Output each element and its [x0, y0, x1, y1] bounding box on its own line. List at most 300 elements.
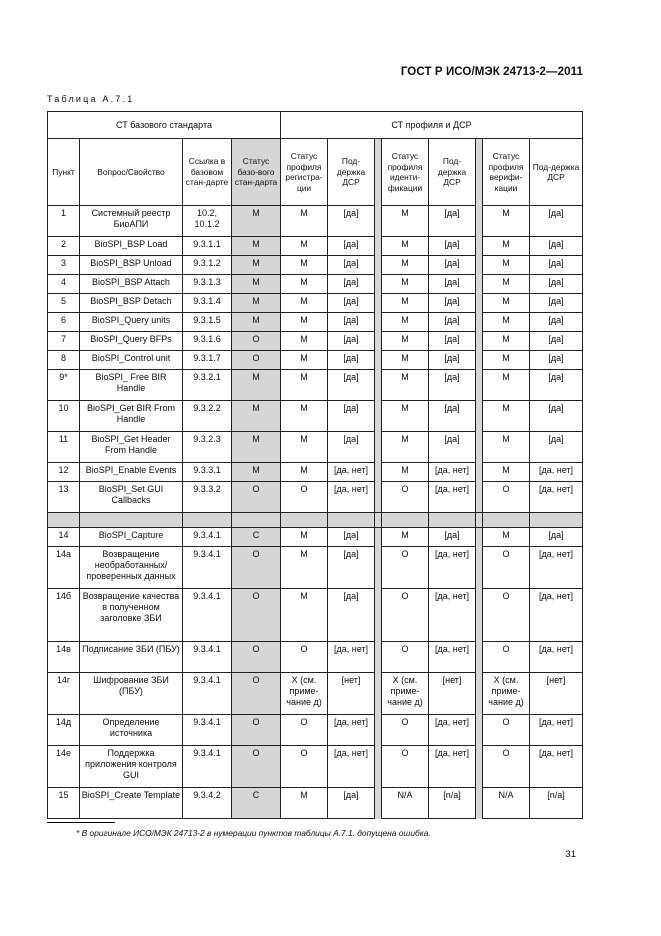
row-base-status: O [232, 547, 281, 589]
row-reg-support: [да, нет] [328, 463, 375, 482]
row-reg-status: M [281, 589, 328, 642]
row-base-status: M [232, 313, 281, 332]
row-reg-status: O [281, 482, 328, 513]
row-base-status: O [232, 746, 281, 788]
row-ident-support: [n/a] [429, 788, 476, 819]
row-base-status: M [232, 206, 281, 237]
table-row [48, 642, 583, 673]
col-header-ident-support: Под-держка ДСР [429, 139, 476, 206]
column-gap [375, 139, 382, 206]
row-reference: 9.3.1.7 [183, 351, 232, 370]
row-ident-status: O [382, 547, 429, 589]
column-gap [375, 206, 382, 237]
row-verif-status: O [483, 589, 530, 642]
row-base-status: M [232, 294, 281, 313]
col-header-reg-status: Статус профиля регистра-ции [281, 139, 328, 206]
row-question: Системный реестр БиоАПИ [80, 206, 183, 237]
column-gap [476, 275, 483, 294]
row-reference: 9.3.4.1 [183, 528, 232, 547]
column-gap [375, 351, 382, 370]
row-question: BioSPI_BSP Detach [80, 294, 183, 313]
row-base-status: M [232, 401, 281, 432]
row-num: 11 [48, 432, 80, 463]
row-verif-status: M [483, 237, 530, 256]
column-gap [476, 746, 483, 788]
row-num: 15 [48, 788, 80, 819]
row-reference: 9.3.2.3 [183, 432, 232, 463]
row-base-status: O [232, 482, 281, 513]
row-ident-support: [да] [429, 528, 476, 547]
row-ident-status: M [382, 294, 429, 313]
column-gap [476, 642, 483, 673]
table-row [48, 463, 583, 482]
column-gap [476, 294, 483, 313]
row-verif-support: [да] [530, 351, 583, 370]
row-reg-support: [да] [328, 370, 375, 401]
row-verif-status: M [483, 294, 530, 313]
separator-cell [375, 513, 382, 528]
row-question: BioSPI_BSP Load [80, 237, 183, 256]
row-reference: 9.3.4.1 [183, 715, 232, 746]
separator-cell [476, 513, 483, 528]
row-verif-support: [нет] [530, 673, 583, 715]
table-row [48, 237, 583, 256]
row-reg-status: O [281, 746, 328, 788]
row-num: 1 [48, 206, 80, 237]
row-reference: 9.3.2.2 [183, 401, 232, 432]
row-reg-status: M [281, 332, 328, 351]
row-reference: 9.3.3.2 [183, 482, 232, 513]
row-verif-support: [да] [530, 370, 583, 401]
row-ident-status: M [382, 528, 429, 547]
row-reg-status: M [281, 256, 328, 275]
row-reference: 9.3.4.1 [183, 642, 232, 673]
table-row [48, 256, 583, 275]
row-reference: 9.3.1.5 [183, 313, 232, 332]
column-gap [375, 589, 382, 642]
row-base-status: O [232, 332, 281, 351]
row-verif-status: M [483, 275, 530, 294]
row-verif-status: O [483, 547, 530, 589]
row-ident-support: [да] [429, 206, 476, 237]
row-num: 13 [48, 482, 80, 513]
row-num: 14е [48, 746, 80, 788]
row-verif-support: [да] [530, 313, 583, 332]
row-ident-support: [нет] [429, 673, 476, 715]
row-base-status: M [232, 370, 281, 401]
row-reference: 9.3.1.4 [183, 294, 232, 313]
row-question: Определение источника [80, 715, 183, 746]
row-ident-status: M [382, 237, 429, 256]
row-question: BioSPI_BSP Unload [80, 256, 183, 275]
column-gap [375, 256, 382, 275]
row-verif-support: [да, нет] [530, 547, 583, 589]
row-num: 4 [48, 275, 80, 294]
column-gap [375, 642, 382, 673]
row-base-status: O [232, 642, 281, 673]
row-question: BioSPI_Get BIR From Handle [80, 401, 183, 432]
column-gap [476, 432, 483, 463]
table-row [48, 401, 583, 432]
column-gap [375, 547, 382, 589]
row-ident-support: [да, нет] [429, 746, 476, 788]
column-gap [476, 715, 483, 746]
row-base-status: M [232, 275, 281, 294]
table-row [48, 370, 583, 401]
row-reg-status: M [281, 463, 328, 482]
row-verif-status: O [483, 482, 530, 513]
row-verif-status: O [483, 746, 530, 788]
row-reg-status: M [281, 432, 328, 463]
row-ident-support: [да] [429, 237, 476, 256]
table-row [48, 788, 583, 819]
row-reg-support: [да] [328, 237, 375, 256]
separator-cell [382, 513, 429, 528]
column-gap [375, 237, 382, 256]
row-question: Подписание ЗБИ (ПБУ) [80, 642, 183, 673]
row-num: 5 [48, 294, 80, 313]
row-reg-support: [нет] [328, 673, 375, 715]
row-num: 10 [48, 401, 80, 432]
row-reg-status: M [281, 788, 328, 819]
column-gap [375, 275, 382, 294]
row-reg-support: [да, нет] [328, 746, 375, 788]
row-ident-status: N/A [382, 788, 429, 819]
column-gap [375, 746, 382, 788]
row-verif-support: [да, нет] [530, 463, 583, 482]
row-ident-support: [да] [429, 351, 476, 370]
table-row [48, 313, 583, 332]
row-question: BioSPI_Set GUI Callbacks [80, 482, 183, 513]
row-verif-support: [да, нет] [530, 642, 583, 673]
row-question: BioSPI_Query BFPs [80, 332, 183, 351]
col-header-base-status: Статус базо-вого стан-дарта [232, 139, 281, 206]
col-header-verif-status: Статус профиля верифи-кации [483, 139, 530, 206]
row-reg-status: M [281, 313, 328, 332]
col-header-verif-support: Под-держка ДСР [530, 139, 583, 206]
separator-cell [328, 513, 375, 528]
row-reference: 9.3.2.1 [183, 370, 232, 401]
row-ident-status: M [382, 351, 429, 370]
table-row [48, 715, 583, 746]
row-verif-support: [да] [530, 256, 583, 275]
row-base-status: M [232, 237, 281, 256]
row-reg-support: [да] [328, 256, 375, 275]
column-gap [375, 370, 382, 401]
row-reg-support: [да, нет] [328, 642, 375, 673]
row-reg-status: O [281, 642, 328, 673]
separator-cell [281, 513, 328, 528]
row-verif-support: [да] [530, 528, 583, 547]
col-header-reference: Ссылка в базовом стан-дарте [183, 139, 232, 206]
row-reference: 9.3.4.1 [183, 673, 232, 715]
column-gap [375, 313, 382, 332]
column-gap [476, 528, 483, 547]
table-caption: Таблица А.7.1 [47, 94, 135, 104]
row-num: 14г [48, 673, 80, 715]
row-reg-status: M [281, 370, 328, 401]
table-row [48, 528, 583, 547]
row-ident-status: O [382, 589, 429, 642]
column-gap [476, 256, 483, 275]
row-ident-status: M [382, 275, 429, 294]
col-header-ident-status: Статус профиля иденти-фикации [382, 139, 429, 206]
separator-cell [232, 513, 281, 528]
row-question: BioSPI_BSP Attach [80, 275, 183, 294]
row-base-status: M [232, 256, 281, 275]
column-gap [476, 673, 483, 715]
row-question: Поддержка приложения контроля GUI [80, 746, 183, 788]
row-num: 7 [48, 332, 80, 351]
row-ident-status: M [382, 332, 429, 351]
row-reg-support: [да] [328, 206, 375, 237]
row-verif-status: X (см. приме-чание д) [483, 673, 530, 715]
row-verif-status: M [483, 332, 530, 351]
row-verif-support: [да] [530, 332, 583, 351]
row-reg-support: [да] [328, 788, 375, 819]
row-ident-support: [да, нет] [429, 463, 476, 482]
table-row [48, 432, 583, 463]
row-num: 3 [48, 256, 80, 275]
column-gap [375, 463, 382, 482]
col-header-reg-support: Под-держка ДСР [328, 139, 375, 206]
table-row [48, 482, 583, 513]
row-ident-support: [да] [429, 313, 476, 332]
row-reg-status: M [281, 528, 328, 547]
row-reference: 9.3.1.3 [183, 275, 232, 294]
row-ident-support: [да] [429, 332, 476, 351]
row-verif-status: M [483, 463, 530, 482]
column-gap [375, 715, 382, 746]
row-question: BioSPI_Capture [80, 528, 183, 547]
row-verif-support: [да] [530, 432, 583, 463]
row-base-status: O [232, 673, 281, 715]
row-ident-support: [да] [429, 256, 476, 275]
column-gap [476, 139, 483, 206]
row-reference: 9.3.1.2 [183, 256, 232, 275]
row-ident-status: X (см. приме-чание д) [382, 673, 429, 715]
row-num: 14a [48, 547, 80, 589]
row-num: 14 [48, 528, 80, 547]
row-reg-support: [да] [328, 432, 375, 463]
column-gap [476, 463, 483, 482]
group-profile: СТ профиля и ДСР [281, 112, 583, 139]
row-reg-status: M [281, 351, 328, 370]
column-gap [375, 673, 382, 715]
row-base-status: O [232, 351, 281, 370]
row-ident-status: M [382, 256, 429, 275]
row-reg-status: M [281, 206, 328, 237]
column-gap [476, 401, 483, 432]
row-reg-status: M [281, 401, 328, 432]
row-reg-support: [да] [328, 351, 375, 370]
table-column-header [48, 139, 583, 206]
row-verif-status: M [483, 401, 530, 432]
column-gap [476, 547, 483, 589]
row-question: Шифрование ЗБИ (ПБУ) [80, 673, 183, 715]
row-verif-status: M [483, 432, 530, 463]
column-gap [375, 788, 382, 819]
column-gap [476, 370, 483, 401]
separator-cell [530, 513, 583, 528]
row-question: BioSPI_Query units [80, 313, 183, 332]
table-row [48, 206, 583, 237]
footnote: * В оригинале ИСО/МЭК 24713-2 в нумерации пунктов таблицы А.7.1. допущена ошибка. [76, 828, 431, 838]
row-base-status: M [232, 432, 281, 463]
separator-cell [48, 513, 80, 528]
row-verif-status: N/A [483, 788, 530, 819]
row-num: 14в [48, 642, 80, 673]
table-separator-row [48, 513, 583, 528]
row-ident-support: [да, нет] [429, 642, 476, 673]
row-verif-status: O [483, 642, 530, 673]
column-gap [375, 528, 382, 547]
row-ident-support: [да] [429, 294, 476, 313]
row-reg-support: [да] [328, 313, 375, 332]
row-ident-support: [да, нет] [429, 715, 476, 746]
row-reference: 10.2, 10.1.2 [183, 206, 232, 237]
row-reg-status: M [281, 294, 328, 313]
row-base-status: O [232, 715, 281, 746]
row-ident-status: O [382, 746, 429, 788]
row-num: 9* [48, 370, 80, 401]
row-reg-support: [да, нет] [328, 482, 375, 513]
row-verif-status: O [483, 715, 530, 746]
separator-cell [183, 513, 232, 528]
row-reference: 9.3.3.1 [183, 463, 232, 482]
row-reg-status: X (см. приме-чание д) [281, 673, 328, 715]
row-ident-status: O [382, 482, 429, 513]
document-header: ГОСТ Р ИСО/МЭК 24713-2—2011 [400, 66, 583, 78]
row-ident-support: [да, нет] [429, 482, 476, 513]
column-gap [375, 482, 382, 513]
row-ident-support: [да] [429, 432, 476, 463]
row-reg-status: M [281, 237, 328, 256]
row-reg-support: [да] [328, 275, 375, 294]
table-row [48, 351, 583, 370]
row-verif-support: [да, нет] [530, 589, 583, 642]
row-base-status: M [232, 463, 281, 482]
row-verif-support: [да, нет] [530, 482, 583, 513]
row-reference: 9.3.4.1 [183, 589, 232, 642]
column-gap [476, 206, 483, 237]
row-verif-support: [да] [530, 294, 583, 313]
row-verif-status: M [483, 206, 530, 237]
row-ident-status: O [382, 642, 429, 673]
row-reg-status: M [281, 275, 328, 294]
row-reg-support: [да] [328, 332, 375, 351]
row-base-status: O [232, 589, 281, 642]
row-base-status: C [232, 788, 281, 819]
row-verif-support: [да] [530, 401, 583, 432]
table-row [48, 746, 583, 788]
col-header-question: Вопрос/Свойство [80, 139, 183, 206]
column-gap [476, 351, 483, 370]
row-reg-support: [да] [328, 528, 375, 547]
column-gap [476, 332, 483, 351]
row-ident-support: [да, нет] [429, 547, 476, 589]
separator-cell [483, 513, 530, 528]
row-verif-status: M [483, 256, 530, 275]
row-reference: 9.3.1.6 [183, 332, 232, 351]
group-base-standard: СТ базового стандарта [48, 112, 281, 139]
row-num: 14б [48, 589, 80, 642]
row-reg-support: [да, нет] [328, 715, 375, 746]
table-row [48, 589, 583, 642]
row-question: BioSPI_Create Template [80, 788, 183, 819]
column-gap [476, 313, 483, 332]
row-ident-status: M [382, 401, 429, 432]
row-verif-status: M [483, 528, 530, 547]
row-question: BioSPI_Enable Events [80, 463, 183, 482]
row-verif-support: [n/a] [530, 788, 583, 819]
row-verif-support: [да] [530, 206, 583, 237]
row-num: 2 [48, 237, 80, 256]
row-verif-support: [да, нет] [530, 715, 583, 746]
row-ident-support: [да, нет] [429, 589, 476, 642]
table-row [48, 673, 583, 715]
row-ident-status: M [382, 370, 429, 401]
row-num: 8 [48, 351, 80, 370]
conformance-table [47, 111, 583, 819]
column-gap [375, 432, 382, 463]
row-ident-status: M [382, 206, 429, 237]
separator-cell [429, 513, 476, 528]
row-question: BioSPI_Control unit [80, 351, 183, 370]
row-verif-support: [да] [530, 275, 583, 294]
table-group-header [48, 112, 583, 139]
row-ident-support: [да] [429, 401, 476, 432]
row-verif-status: M [483, 370, 530, 401]
table-row [48, 332, 583, 351]
column-gap [375, 294, 382, 313]
table-row [48, 275, 583, 294]
row-ident-status: M [382, 432, 429, 463]
row-reg-status: M [281, 547, 328, 589]
row-num: 6 [48, 313, 80, 332]
row-ident-status: M [382, 463, 429, 482]
row-reference: 9.3.4.1 [183, 746, 232, 788]
footnote-divider [47, 822, 115, 823]
row-reference: 9.3.4.1 [183, 547, 232, 589]
row-reg-support: [да] [328, 294, 375, 313]
column-gap [476, 482, 483, 513]
row-num: 14д [48, 715, 80, 746]
row-ident-status: O [382, 715, 429, 746]
row-ident-status: M [382, 313, 429, 332]
row-base-status: C [232, 528, 281, 547]
column-gap [476, 788, 483, 819]
row-question: Возвращение качества в полученном заголовке ЗБИ [80, 589, 183, 642]
row-ident-support: [да] [429, 275, 476, 294]
row-num: 12 [48, 463, 80, 482]
row-reg-support: [да] [328, 589, 375, 642]
row-ident-support: [да] [429, 370, 476, 401]
row-verif-status: M [483, 313, 530, 332]
row-question: Возвращение необработанных/ проверенных данных [80, 547, 183, 589]
column-gap [476, 237, 483, 256]
column-gap [375, 332, 382, 351]
row-question: BioSPI_Get Header From Handle [80, 432, 183, 463]
row-reg-support: [да] [328, 547, 375, 589]
separator-cell [80, 513, 183, 528]
row-reg-status: O [281, 715, 328, 746]
table-row [48, 547, 583, 589]
column-gap [375, 401, 382, 432]
row-verif-status: M [483, 351, 530, 370]
row-reg-support: [да] [328, 401, 375, 432]
row-question: BioSPI_ Free BIR Handle [80, 370, 183, 401]
